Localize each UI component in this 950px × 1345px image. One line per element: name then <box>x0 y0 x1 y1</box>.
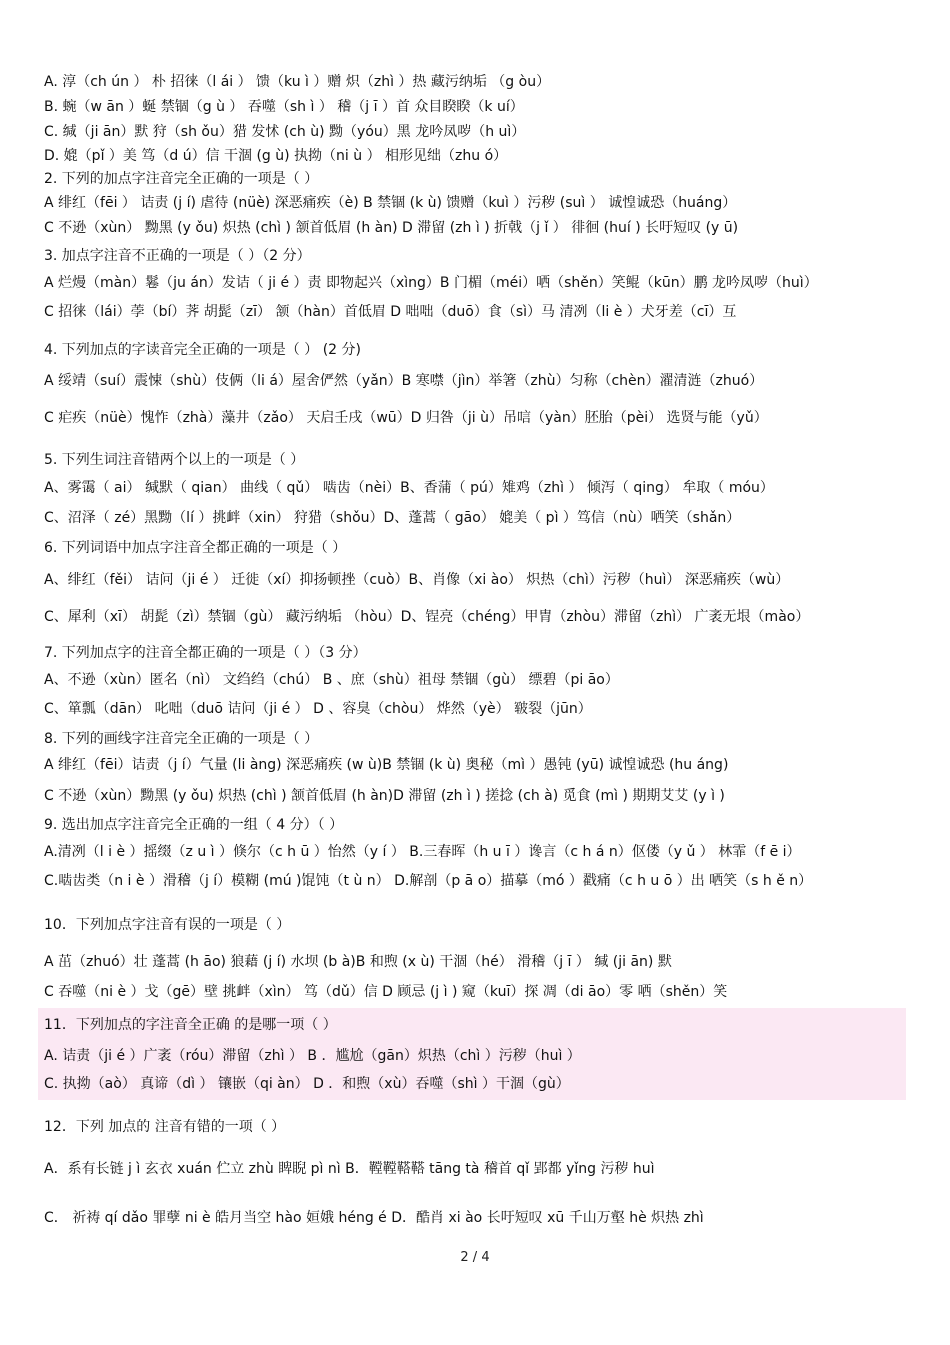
option-line: D. 媲（pǐ ）美 笃（d ú）信 干涸 (g ù) 执拗（ni ù ） 相形见绌（zhu ó） <box>44 148 508 164</box>
option-line: A．系有长链 j ì 玄衣 xuán 伫立 zhù 睥睨 pì nì B．鞺鞺鞳鞳 tāng tà 稽首 qǐ 郢都 yǐng 污秽 huì <box>44 1161 655 1177</box>
option-line: A. 淳（ch ún ） 朴 招徕（l ái ） 馈（ku ì ）赠 炽（zhì ）热 藏污纳垢 （g òu） <box>44 74 551 90</box>
option-line: C 招徕（lái）荸（bí）荠 胡髭（zī） 颔（hàn）首低眉 D 咄咄（duō）食（sì）马 清冽（li è ）犬牙差（cī）互 <box>44 304 737 320</box>
question-line: 10．下列加点字注音有误的一项是（ ） <box>44 917 291 933</box>
question-line: 8. 下列的画线字注音完全正确的一项是（ ） <box>44 731 319 747</box>
option-line: C. 缄（ji ān）默 狩（sh ǒu）猎 发怵 (ch ù) 黝（yóu）黑 龙吟凤哕（h uì） <box>44 124 526 140</box>
question-line: 7. 下列加点字的注音全都正确的一项是（ ）（3 分） <box>44 645 367 661</box>
option-line: C. 执拗（aò） 真谛（dì ） 镶嵌（qi àn） D ．和煦（xù）吞噬（shì ）干涸（gù） <box>44 1076 570 1092</box>
question-line: 2. 下列的加点字注音完全正确的一项是（ ） <box>44 171 319 187</box>
option-line: A 茁（zhuó）壮 蓬蒿 (h āo) 狼藉 (j í) 水坝 (b à)B 和煦 (x ù) 干涸（hé） 滑稽（j ī ） 缄 (ji ān) 默 <box>44 954 672 970</box>
option-line: A、绯红（fěi） 诘问（ji é ） 迁徙（xí）抑扬顿挫（cuò）B、肖像（xi ào） 炽热（chì）污秽（huì） 深恶痛疾（wù） <box>44 572 790 588</box>
question-line: 5. 下列生词注音错两个以上的一项是（ ） <box>44 452 305 468</box>
option-line: C 不逊（xùn） 黝黑 (y ǒu) 炽热 (chì ) 颔首低眉 (h àn) D 滞留 (zh ì ) 折戟（j ǐ ） 徘徊 (huí ) 长吁短叹 (y ū) <box>44 220 739 236</box>
option-line: A 绥靖（suí）震悚（shù）伎俩（li á）屋舍俨然（yǎn）B 寒噤（jìn）举箸（zhù）匀称（chèn）濯清涟（zhuó） <box>44 373 764 389</box>
option-line: A、不逊（xùn）匿名（nì） 文绉绉（chú） B 、庶（shù）祖母 禁锢（gù） 缥碧（pi āo） <box>44 672 619 688</box>
question-line: 6. 下列词语中加点字注音全都正确的一项是（ ） <box>44 540 347 556</box>
option-line: A. 诘责（ji é ）广袤（róu）滞留（zhì ） B ．尴尬（gān）炽热（chì ）污秽（huì ） <box>44 1048 581 1064</box>
option-line: A 绯红（fēi ） 诘责 (j í) 虐待 (nüè) 深恶痛疾（è) B 禁锢 (k ù) 馈赠（kuì ）污秽 (suì ） 诚惶诚恐（huáng） <box>44 195 737 211</box>
question-line: 3. 加点字注音不正确的一项是（ ）（2 分） <box>44 248 311 264</box>
option-line: B. 蜿（w ān ）蜒 禁锢（g ù ） 吞噬（sh ì ） 稽（j ī ）首 众目睽睽（k uí） <box>44 99 524 115</box>
question-line: 11．下列加点的字注音全正确 的是哪一项（ ） <box>44 1017 337 1033</box>
question-line: 12．下列 加点的 注音有错的一项（ ） <box>44 1119 286 1135</box>
option-line: C、犀利（xī） 胡髭（zì）禁锢（gù） 藏污纳垢 （hòu）D、锃亮（chéng）甲胄（zhòu）滞留（zhì） 广袤无垠（mào） <box>44 609 810 625</box>
option-line: C． 祈祷 qí dǎo 罪孽 ni è 皓月当空 hào 姮娥 héng é D．酷肖 xi ào 长吁短叹 xū 千山万壑 hè 炽热 zhì <box>44 1210 704 1226</box>
question-line: 9. 选出加点字注音完全正确的一组（ 4 分）（ ） <box>44 817 344 833</box>
option-line: C.啮齿类（n i è ）滑稽（j í）模糊 (mú )馄饨（t ù n） D.解剖（p ā o）描摹（mó ）戳痛（c h u ō ）出 哂笑（s h ě n） <box>44 873 813 889</box>
option-line: A.清冽（l i è ）摇缀（z u ì ）倏尔（c h ū ）怡然（y í ） B.三春晖（h u ī ）谗言（c h á n）伛偻（y ǔ ） 林霏（f ē i） <box>44 844 801 860</box>
question-line: 4. 下列加点的字读音完全正确的一项是（ ） (2 分) <box>44 342 361 358</box>
option-line: A 烂熳（màn）鬈（ju án）发诘（ ji é ）责 即物起兴（xìng）B 门楣（méi）哂（shěn）笑鲲（kūn）鹏 龙吟凤哕（huì） <box>44 275 818 291</box>
option-line: C、箪瓢（dān） 叱咄（duō 诘问（ji é ） D 、容臭（chòu） 烨然（yè） 皲裂（jūn） <box>44 701 592 717</box>
page-number: 2 / 4 <box>460 1250 490 1265</box>
option-line: C、沼泽（ zé）黑黝（lí ）挑衅（xin） 狩猎（shǒu）D、蓬蒿（ gāo） 媲美（ pì ）笃信（nù）哂笑（shǎn） <box>44 510 741 526</box>
option-line: C 不逊（xùn）黝黑 (y ǒu) 炽热 (chì ) 颔首低眉 (h àn)D 滞留 (zh ì ) 搓捻 (ch à) 觅食 (mì ) 期期艾艾 (y ì ) <box>44 788 725 804</box>
option-line: A、雾霭（ ai） 缄默（ qian） 曲线（ qǔ） 啮齿（nèi）B、香蒲（ pú）雉鸡（zhì ） 倾泻（ qing） 牟取（ móu） <box>44 480 774 496</box>
option-line: A 绯红（fēi）诘责（j í）气量 (li àng) 深恶痛疾 (w ù)B 禁锢 (k ù) 奥秘（mì ）愚钝 (yū) 诚惶诚恐 (hu áng) <box>44 757 729 773</box>
option-line: C 疟疾（nüè）愧怍（zhà）藻井（zǎo） 天启壬戌（wū）D 归咎（ji ù）吊唁（yàn）胚胎（pèi） 选贤与能（yǔ） <box>44 410 768 426</box>
option-line: C 吞噬（ni è ）戈（gē）壁 挑衅（xìn） 笃（dǔ）信 D 顾忌 (j ì ) 窥（kuī）探 凋（di āo）零 哂（shěn）笑 <box>44 984 728 1000</box>
